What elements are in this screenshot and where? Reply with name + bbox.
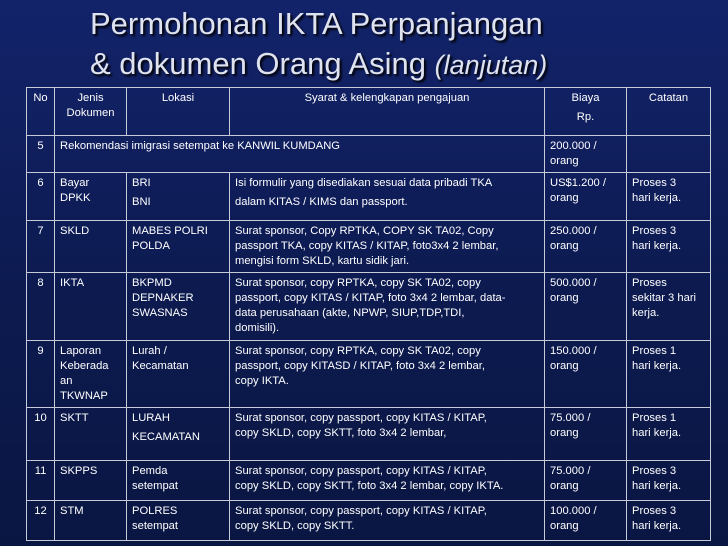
cell-no: 6 [27,173,55,221]
cell-catatan [627,408,711,461]
cell-syarat [230,501,545,541]
cell-lokasi [127,173,230,221]
table-row [27,501,711,541]
cell-biaya-line: orang [550,360,579,372]
cell-syarat [230,461,545,501]
table-row [27,273,711,341]
cell-catatan-line: kerja. [632,307,660,319]
cell-biaya-line: 250.000 / [550,225,597,237]
cell-no: 8 [27,273,55,341]
cell-syarat [230,408,545,461]
table-body [27,136,711,541]
cell-catatan-line: Proses 1 [632,412,677,424]
cell-syarat-line: Isi formulir yang disediakan sesuai data pribadi TKA [235,177,493,189]
cell-syarat-line: copy SKLD, copy SKTT. [235,520,355,532]
cell-syarat-line: domisili). [235,322,280,334]
header-catatan: Catatan [627,88,711,136]
table-row [27,341,711,408]
header-biaya-line: Rp. [576,111,595,123]
title-suffix: (lanjutan) [434,50,548,80]
cell-lokasi-line: DEPNAKER [132,292,194,304]
cell-catatan [627,221,711,273]
cell-syarat-line: Surat sponsor, copy passport, copy KITAS / KITAP, [235,505,487,517]
header-no: No [27,88,55,136]
cell-catatan-line: hari kerja. [632,427,682,439]
cell-jenis [55,501,127,541]
cell-syarat [230,341,545,408]
cell-syarat-line: passport, copy KITASD / KITAP, foto 3x4 2 lembar, [235,360,485,372]
cell-merged: Rekomendasi imigrasi setempat ke KANWIL KUMDANG [55,136,545,173]
cell-lokasi [127,221,230,273]
cell-catatan-line: Proses 1 [632,345,677,357]
cell-biaya [545,173,627,221]
cell-biaya-line: 75.000 / [550,465,591,477]
header-syarat: Syarat & kelengkapan pengajuan [230,88,545,136]
cell-syarat-line: copy SKLD, copy SKTT, foto 3x4 2 lembar, [235,427,447,439]
cell-syarat-line: Surat sponsor, copy RPTKA, copy SK TA02, copy [235,277,481,289]
cell-lokasi-line: BRI [132,177,151,189]
cell-biaya [545,341,627,408]
cell-lokasi-line: BNI [132,196,151,208]
header-lokasi: Lokasi [127,88,230,136]
table-row [27,461,711,501]
cell-syarat-line: passport TKA, copy KITAS / KITAP, foto3x4 2 lembar, [235,240,499,252]
cell-lokasi-line: POLDA [132,240,170,252]
cell-catatan [627,273,711,341]
cell-biaya-line: 100.000 / [550,505,597,517]
cell-jenis [55,221,127,273]
cell-jenis-line: an [60,375,73,387]
table-header-row [27,88,711,136]
header-jenis-line: Dokumen [66,107,115,119]
header-jenis [55,88,127,136]
cell-biaya-line: orang [550,427,579,439]
cell-syarat-line: Surat sponsor, copy passport, copy KITAS / KITAP, [235,465,487,477]
cell-lokasi [127,273,230,341]
cell-catatan-line: sekitar 3 hari [632,292,697,304]
cell-catatan-line: Proses 3 [632,465,677,477]
cell-jenis [55,273,127,341]
cell-syarat-line: data perusahaan (akte, NPWP, SIUP,TDP,TDI, [235,307,465,319]
cell-catatan [627,501,711,541]
cell-jenis [55,408,127,461]
cell-jenis-line: SKTT [60,412,89,424]
cell-lokasi [127,341,230,408]
title-line-2-text: & dokumen Orang Asing [90,46,427,81]
cell-jenis-line: STM [60,505,84,517]
cell-lokasi-line: Kecamatan [132,360,189,372]
cell-syarat-line: Surat sponsor, copy RPTKA, copy SK TA02, copy [235,345,481,357]
cell-biaya [545,273,627,341]
cell-biaya-line: 75.000 / [550,412,591,424]
cell-biaya-line: 200.000 / [550,140,597,152]
cell-lokasi-line: setempat [132,480,179,492]
table-row [27,173,711,221]
cell-lokasi [127,501,230,541]
cell-syarat-line: Surat sponsor, Copy RPTKA, COPY SK TA02, Copy [235,225,494,237]
cell-biaya [545,501,627,541]
cell-syarat [230,173,545,221]
cell-lokasi-line: Lurah / [132,345,167,357]
cell-lokasi [127,408,230,461]
cell-lokasi-line: Pemda [132,465,168,477]
cell-syarat-line: Surat sponsor, copy passport, copy KITAS / KITAP, [235,412,487,424]
cell-lokasi-line: LURAH [132,412,170,424]
cell-biaya [545,461,627,501]
cell-jenis-line: DPKK [60,192,91,204]
cell-syarat-line: mengisi form SKLD, kartu sidik jari. [235,255,410,267]
cell-catatan-line: hari kerja. [632,240,682,252]
cell-lokasi-line: SWASNAS [132,307,188,319]
cell-catatan-line: hari kerja. [632,480,682,492]
cell-biaya-line: 500.000 / [550,277,597,289]
cell-jenis-line: Bayar [60,177,90,189]
slide-title [90,4,710,85]
cell-biaya-line: US$1.200 / [550,177,606,189]
cell-biaya-line: orang [550,155,579,167]
cell-syarat-line: copy SKLD, copy SKTT, foto 3x4 2 lembar, copy IKTA. [235,480,504,492]
cell-jenis-line: Keberada [60,360,109,372]
table-row [27,136,711,173]
cell-catatan-line: Proses 3 [632,177,677,189]
cell-catatan [627,461,711,501]
requirements-table [26,87,711,541]
cell-syarat [230,221,545,273]
cell-no: 7 [27,221,55,273]
cell-syarat-line: passport, copy KITAS / KITAP, foto 3x4 2 lembar, data- [235,292,506,304]
cell-catatan-line: hari kerja. [632,520,682,532]
cell-jenis [55,341,127,408]
cell-catatan-line: Proses 3 [632,225,677,237]
cell-jenis-line: IKTA [60,277,85,289]
cell-no: 10 [27,408,55,461]
cell-biaya-line: orang [550,240,579,252]
cell-catatan [627,173,711,221]
cell-catatan-line: Proses [632,277,667,289]
cell-biaya [545,408,627,461]
table-row [27,221,711,273]
table-row [27,408,711,461]
cell-biaya-line: orang [550,480,579,492]
header-jenis-line: Jenis [77,92,104,104]
cell-lokasi-line: MABES POLRI [132,225,208,237]
cell-no: 11 [27,461,55,501]
header-biaya-line: Biaya [571,92,600,104]
cell-biaya-line: orang [550,292,579,304]
title-line-2 [90,44,710,85]
cell-biaya [545,136,627,173]
cell-lokasi-line: setempat [132,520,179,532]
cell-catatan-line: hari kerja. [632,192,682,204]
cell-jenis-line: TKWNAP [60,390,108,402]
cell-no: 9 [27,341,55,408]
cell-syarat-line: copy IKTA. [235,375,289,387]
cell-lokasi [127,461,230,501]
cell-lokasi-line: KECAMATAN [132,431,200,443]
cell-no: 5 [27,136,55,173]
cell-lokasi-line: BKPMD [132,277,172,289]
title-line-1: Permohonan IKTA Perpanjangan [90,6,543,41]
cell-catatan-line: hari kerja. [632,360,682,372]
cell-catatan-line: Proses 3 [632,505,677,517]
cell-jenis-line: Laporan [60,345,102,357]
cell-syarat-line: dalam KITAS / KIMS dan passport. [235,196,408,208]
header-biaya [545,88,627,136]
cell-syarat [230,273,545,341]
cell-biaya [545,221,627,273]
cell-biaya-line: 150.000 / [550,345,597,357]
cell-no: 12 [27,501,55,541]
cell-jenis-line: SKLD [60,225,90,237]
cell-biaya-line: orang [550,520,579,532]
cell-jenis [55,173,127,221]
cell-catatan [627,136,711,173]
cell-jenis-line: SKPPS [60,465,98,477]
cell-lokasi-line: POLRES [132,505,178,517]
cell-jenis [55,461,127,501]
cell-catatan [627,341,711,408]
cell-biaya-line: orang [550,192,579,204]
